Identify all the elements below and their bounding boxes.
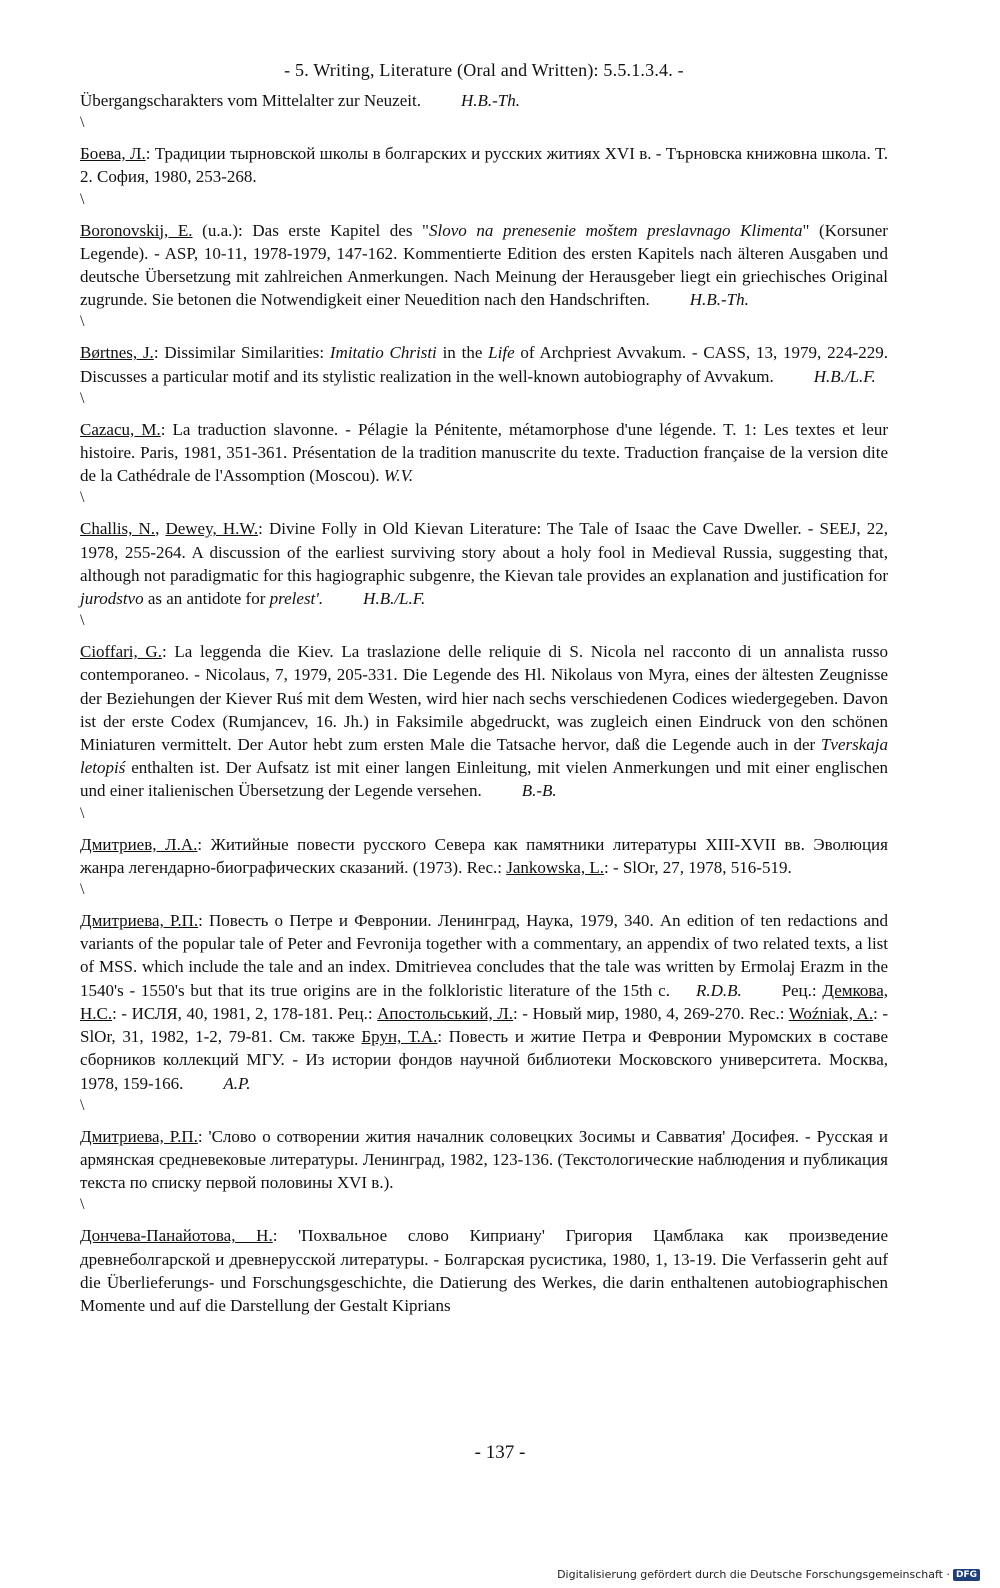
entry-text: : - SlOr, 31, 1982, 1-2, 79-81. См. также: [80, 1003, 889, 1047]
entry-text: " (Korsuner Legende). - ASP, 10-11, 1978-1979, 147-162. Kommentierte Edition des ersten Kapitels nach älteren Ausgaben und deutsche Übersetzung mit zahlreichen Anmerkungen. Nach Meinung der Herausgeber liegt ein griechisches Original zugrunde. Sie betonen die Notwendigkeit einer Neuedition nach den Handschriften.: [80, 220, 888, 310]
entry-text: enthalten ist. Der Aufsatz ist mit einer langen Einleitung, mit vielen Anmerkungen und mit einer englischen und einer italienischen Übersetzung der Legende versehen.: [80, 758, 888, 801]
bibliography-entry: [80, 640, 888, 802]
author-name: Boronovskij, E.: [80, 220, 193, 240]
entry-text: of Archpriest Avvakum. - CASS, 13, 1979, 224-229. Discusses a particular motif and its stylistic realization in the well-known autobiography of Avvakum.: [80, 343, 888, 386]
entry-text: : Традиции тырновской школы в болгарских и русских житиях XVI в. - Търновска книжовна школа. Т. 2. София, 1980, 253-268.: [80, 144, 888, 187]
entry-text: : 'Похвальное слово Киприану' Григория Цамблака как произведение древнеболгарской и древнерусской литературы. - Болгарская русистика, 1980, 1, 13-19. Die Verfasserin geht auf die Überlieferungs- und Forschungsgeschichte, die Datierung des Werkes, die darin enthaltenen autobiographischen Momente und auf die Darstellung der Gestalt Kiprians: [80, 1226, 889, 1315]
reviewer-signature: H.B.-Th.: [460, 91, 521, 110]
reviewer-signature: H.B./L.F.: [813, 366, 876, 386]
entry-text: (u.a.): Das erste Kapitel des ": [192, 220, 429, 240]
author-name: Cioffari, G.: [80, 642, 162, 662]
bibliography-entry: [80, 1224, 888, 1317]
reviewer-signature: H.B./L.F.: [363, 589, 426, 609]
author-name: Dewey, H.W.: [165, 519, 259, 539]
entry-text: : - Новый мир, 1980, 4, 269-270. Rec.:: [513, 1003, 789, 1023]
entry-text: as an antidote for: [143, 589, 270, 609]
reviewer-signature: H.B.-Th.: [689, 290, 749, 310]
entry-separator: \: [80, 804, 85, 822]
author-name: Børtnes, J.: [80, 343, 154, 363]
entry-text: : - ИСЛЯ, 40, 1981, 2, 178-181. Рец.:: [112, 1003, 378, 1023]
credit-text: Digitalisierung gefördert durch die Deutsche Forschungsgemeinschaft ·: [557, 1568, 950, 1581]
bibliography-entry: [80, 341, 888, 387]
entry-text: : Житийные повести русского Севера как памятники литературы XIII-XVII вв. Эволюция жанра легендарно-биографических сказаний. (1973). Rec.:: [80, 834, 888, 877]
entry-text: : La traduction slavonne. - Pélagie la Pénitente, métamorphose d'une légende. T. 1: Les textes et leur histoire. Paris, 1981, 351-361. Présentation de la tradition manuscrite du texte. Traduction française de la version dite de la Cathédrale de l'Assomption (Moscou).: [80, 419, 889, 486]
author-name: Дмитриев, Л.А.: [80, 834, 198, 854]
entry-text: : La leggenda die Kiev. La traslazione delle reliquie di S. Nicola nel racconto di un annalista russo contemporaneo. - Nicolaus, 7, 1979, 205-331. Die Legende des Hl. Nikolaus von Myra, eines der ältesten Zeugnisse der Beziehungen der Kiever Ruś mit dem Westen, wird hier nach sechs verschiedenen Codices wiedergegeben. Davon ist der erste Codex (Rumjancev, 16. Jh.) in Faksimile abgedruckt, was zugleich einen Eindruck von den schönen Miniaturen vermittelt. Der Autor hebt zum ersten Male die Tatsache hervor, daß die Legende auch in der: [80, 642, 888, 755]
bibliography-entry: [80, 219, 888, 312]
reviewer-name: Jankowska, L.: [506, 857, 604, 877]
reviewer-name: Демкова, Н.С.: [80, 980, 888, 1023]
work-title: Imitatio Christi: [329, 343, 437, 363]
author-name: Брун, Т.А.: [361, 1027, 438, 1047]
entry-separator: \: [80, 881, 85, 899]
reviewer-signature: A.P.: [223, 1073, 251, 1093]
author-name: Дмитриева, Р.П.: [80, 911, 199, 931]
entry-separator: \: [80, 389, 85, 407]
reviewer-signature: W.V.: [383, 466, 414, 486]
work-title: Tverskaja letopiś: [80, 735, 888, 778]
entry-text: Übergangscharakters vom Mittelalter zur Neuzeit.: [80, 91, 421, 110]
entry-text: : Divine Folly in Old Kievan Literature: The Tale of Isaac the Cave Dweller. - SEEJ, 22, 1978, 255-264. A discussion of the earliest surviving story about a holy fool in Medieval Russia, suggesting that, although not paradigmatic for this hagiographic subgenre, the Kievan tale provides an explanation and justification for: [80, 519, 889, 585]
bibliography-entry: [80, 909, 888, 1095]
digitization-credit: [557, 1568, 980, 1581]
entry-separator: \: [80, 114, 85, 132]
entry-text: in the: [436, 343, 489, 363]
dfg-logo-icon: DFG: [953, 1569, 980, 1581]
reviewer-name: Woźniak, A.: [788, 1003, 874, 1023]
bibliography-entry: [80, 418, 888, 488]
reviewer-signature: B.-B.: [521, 781, 557, 801]
bibliography-entry: [80, 142, 888, 188]
entry-text: : Повесть и житие Петра и Февронии Муромских в составе сборников коллекций МГУ. - Из истории фондов научной библиотеки Московского университета. Москва, 1978, 159-166.: [80, 1027, 888, 1093]
bibliography-entry: [80, 833, 888, 879]
work-title: Slovo na prenesenie moštem preslavnago Klimenta: [428, 220, 803, 240]
reviewer-signature: R.D.B.: [695, 980, 742, 1000]
entry-separator: \: [80, 190, 85, 208]
author-name: Cazacu, M.: [80, 419, 161, 439]
entry-separator: \: [80, 612, 85, 630]
bibliography-entry: [80, 89, 888, 112]
entry-separator: \: [80, 1096, 85, 1114]
entry-text: : Dissimilar Similarities:: [153, 343, 330, 363]
entry-separator: \: [80, 489, 85, 507]
running-header: - 5. Writing, Literature (Oral and Written): 5.5.1.3.4. -: [284, 60, 684, 80]
entry-separator: \: [80, 1196, 85, 1214]
entry-text: : Повесть о Петре и Февронии. Ленинград, Наука, 1979, 340. An edition of ten redactions and variants of the popular tale of Peter and Fevronija together with a commentary, an appendix of two related texts, a list of MSS. which include the tale and an index. Dmitrievea concludes that the tale was written by Ermolaj Erazm in the 1540's - 1550's but that its true origins are in the folkloristic literature of the 15th c.: [80, 911, 889, 1000]
reviewer-name: Апостольський, Л.: [377, 1003, 514, 1023]
work-title: Life: [488, 343, 515, 363]
bibliography-entry: Challis, N., Dewey, H.W.: Divine Folly in Old Kievan Literature: The Tale of Isaac the Cave Dweller. - SEEJ, 22, 1978, 255-264. A discussion of the earliest surviving story about a holy fool in Medieval Russia, suggesting that, although not paradigmatic for this hagiographic subgenre, the Kievan tale provides an explanation and justification for jurodstvo as an antidote for prelest'. H.B./L.F.: [80, 519, 889, 609]
author-name: Боева, Л.: [80, 144, 146, 164]
entry-text: : 'Слово о сотворении жития началник соловецких Зосимы и Савватия' Досифея. - Русская и армянская средневековые литературы. Ленинград, 1982, 123-136. (Текстологические наблюдения и публикация текста по списку первой половины XVI в.).: [80, 1126, 888, 1193]
author-name: Дмитриева, Р.П.: [80, 1126, 198, 1146]
author-name: Challis, N.: [80, 519, 156, 539]
entry-text: Рец.:: [781, 980, 823, 1000]
page-number: - 137 -: [474, 1442, 526, 1463]
term: jurodstvo: [80, 589, 144, 609]
term: prelest'.: [269, 589, 324, 609]
author-name: Дончева-Панайотова, Н.: [80, 1226, 273, 1246]
entry-text: : - SlOr, 27, 1978, 516-519.: [603, 857, 792, 877]
bibliography-entry: [80, 1125, 888, 1195]
entry-separator: \: [80, 313, 85, 331]
document-page: [80, 60, 888, 1317]
